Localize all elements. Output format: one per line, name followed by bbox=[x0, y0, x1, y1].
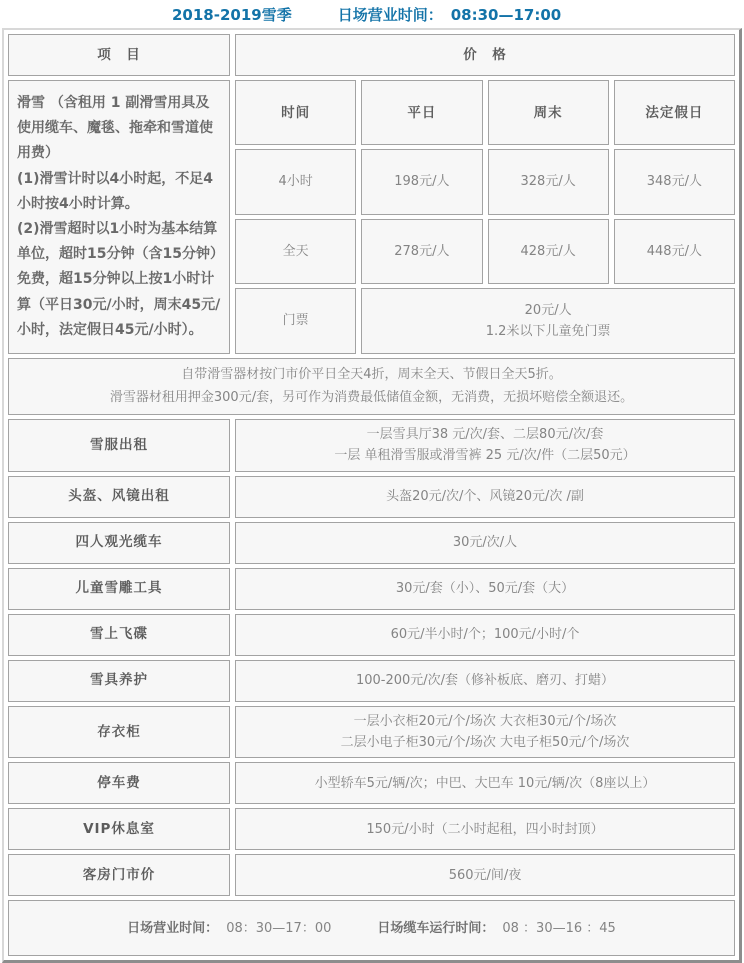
row-value-line1: 150元/小时（二小时起租，四小时封顶） bbox=[366, 821, 604, 837]
row-value-line1: 头盔20元/次/个、风镜20元/次 /副 bbox=[386, 488, 584, 504]
business-hours-label: 日场营业时间： bbox=[337, 5, 443, 24]
ski-4hour-weekday-price: 198元/人 bbox=[361, 149, 482, 214]
ski-allday-holiday-price: 448元/人 bbox=[614, 219, 735, 284]
ski-4hour-weekend-price: 328元/人 bbox=[488, 149, 609, 214]
row-label: 存衣柜 bbox=[8, 706, 230, 759]
ski-description-line3: (2)滑雪超时以1小时为基本结算单位，超时15分钟（含15分钟）免费，超15分钟以上按1小时计算（平日30元/小时，周末45元/小时，法定假日45元/小时）。 bbox=[17, 220, 221, 338]
row-value-line1: 560元/间/夜 bbox=[448, 867, 522, 883]
row-value bbox=[235, 660, 735, 702]
footer-cablecar-hours-label: 日场缆车运行时间： bbox=[377, 920, 495, 936]
discount-note-row bbox=[8, 358, 735, 415]
ski-description-line1: 滑雪 （含租用 1 副滑雪用具及使用缆车、魔毯、拖牵和雪道使用费） bbox=[17, 95, 213, 162]
ticket-price: 20元/人 bbox=[524, 302, 572, 318]
row-value-line1: 一层雪具厅38 元/次/套、二层80元/次/套 bbox=[366, 426, 604, 442]
table-footer-row bbox=[8, 900, 735, 956]
ski-col-weekday: 平日 bbox=[361, 80, 482, 145]
row-value bbox=[235, 614, 735, 656]
row-label: 四人观光缆车 bbox=[8, 522, 230, 564]
footer-cablecar-hours-value: 08 ：30—16 ：45 bbox=[502, 920, 616, 936]
ski-allday-label: 全天 bbox=[235, 219, 356, 284]
table-row-ski-maintenance bbox=[8, 660, 735, 702]
table-header-row bbox=[8, 34, 735, 76]
footer-business-hours-value: 08：30—17：00 bbox=[226, 920, 332, 936]
ski-grid-header-row bbox=[235, 80, 735, 145]
row-value-line1: 60元/半小时/个；100元/小时/个 bbox=[390, 626, 580, 642]
row-value bbox=[235, 419, 735, 472]
table-row-snow-tubing bbox=[8, 614, 735, 656]
row-label: 雪服出租 bbox=[8, 419, 230, 472]
business-hours bbox=[338, 4, 562, 25]
ski-grid-row-allday bbox=[235, 219, 735, 284]
row-label: 头盔、风镜出租 bbox=[8, 476, 230, 518]
row-value-line2: 一层 单租滑雪服或滑雪裤 25 元/次/件（二层50元） bbox=[334, 448, 636, 464]
row-value bbox=[235, 808, 735, 850]
business-hours-value: 08:30—17:00 bbox=[450, 5, 562, 24]
row-value bbox=[235, 568, 735, 610]
row-value bbox=[235, 476, 735, 518]
ski-grid-row-ticket bbox=[235, 288, 735, 353]
ski-allday-weekday-price: 278元/人 bbox=[361, 219, 482, 284]
row-label: 客房门市价 bbox=[8, 854, 230, 896]
footer-business-hours-label: 日场营业时间： bbox=[127, 920, 219, 936]
ticket-label: 门票 bbox=[235, 288, 356, 353]
table-row-guest-room bbox=[8, 854, 735, 896]
row-label: 雪上飞碟 bbox=[8, 614, 230, 656]
ski-description-cell bbox=[8, 80, 230, 354]
row-value bbox=[235, 522, 735, 564]
row-label: 停车费 bbox=[8, 762, 230, 804]
table-row-snow-sculpture-tools bbox=[8, 568, 735, 610]
ski-section-row bbox=[8, 80, 735, 354]
footer-hours-cell bbox=[8, 900, 735, 956]
row-value-line1: 一层小衣柜20元/个/场次 大衣柜30元/个/场次 bbox=[353, 713, 617, 729]
row-label: 儿童雪雕工具 bbox=[8, 568, 230, 610]
column-header-price: 价 格 bbox=[235, 34, 735, 76]
table-row-parking bbox=[8, 762, 735, 804]
season-title: 2018-2019雪季 bbox=[172, 5, 292, 24]
discount-note-line1: 自带滑雪器材按门市价平日全天4折，周末全天、节假日全天5折。 bbox=[181, 366, 562, 382]
row-value bbox=[235, 762, 735, 804]
row-value-line2: 二层小电子柜30元/个/场次 大电子柜50元/个/场次 bbox=[340, 734, 630, 750]
table-row-helmet-goggles bbox=[8, 476, 735, 518]
table-row-snowsuit-rental bbox=[8, 419, 735, 472]
row-value-line1: 小型轿车5元/辆/次；中巴、大巴车 10元/辆/次（8座以上） bbox=[314, 775, 656, 791]
row-value-line1: 100-200元/次/套（修补板底、磨刃、打蜡） bbox=[355, 672, 615, 688]
row-value bbox=[235, 854, 735, 896]
page-header bbox=[0, 0, 744, 28]
ski-4hour-label: 4小时 bbox=[235, 149, 356, 214]
discount-note-line2: 滑雪器材租用押金300元/套，另可作为消费最低储值金额，无消费，无损坏赔偿全额退还。 bbox=[109, 390, 634, 406]
discount-note-cell bbox=[8, 358, 735, 415]
ski-allday-weekend-price: 428元/人 bbox=[488, 219, 609, 284]
row-value-line1: 30元/套（小）、50元/套（大） bbox=[395, 580, 575, 596]
ski-col-time: 时间 bbox=[235, 80, 356, 145]
table-row-cable-car bbox=[8, 522, 735, 564]
ticket-child-free-note: 1.2米以下儿童免门票 bbox=[485, 324, 611, 340]
row-value bbox=[235, 706, 735, 759]
price-table bbox=[2, 28, 742, 963]
ski-col-weekend: 周末 bbox=[488, 80, 609, 145]
ski-col-holiday: 法定假日 bbox=[614, 80, 735, 145]
ski-description-line2: (1)滑雪计时以4小时起，不足4小时按4小时计算。 bbox=[17, 170, 214, 212]
ski-grid-row-4hour bbox=[235, 149, 735, 214]
row-label: 雪具养护 bbox=[8, 660, 230, 702]
ski-price-grid bbox=[235, 80, 735, 354]
table-row-locker bbox=[8, 706, 735, 759]
table-row-vip-lounge bbox=[8, 808, 735, 850]
column-header-item: 项 目 bbox=[8, 34, 230, 76]
row-label: VIP休息室 bbox=[8, 808, 230, 850]
ski-4hour-holiday-price: 348元/人 bbox=[614, 149, 735, 214]
ticket-price-cell bbox=[361, 288, 735, 353]
row-value-line1: 30元/次/人 bbox=[452, 534, 518, 550]
